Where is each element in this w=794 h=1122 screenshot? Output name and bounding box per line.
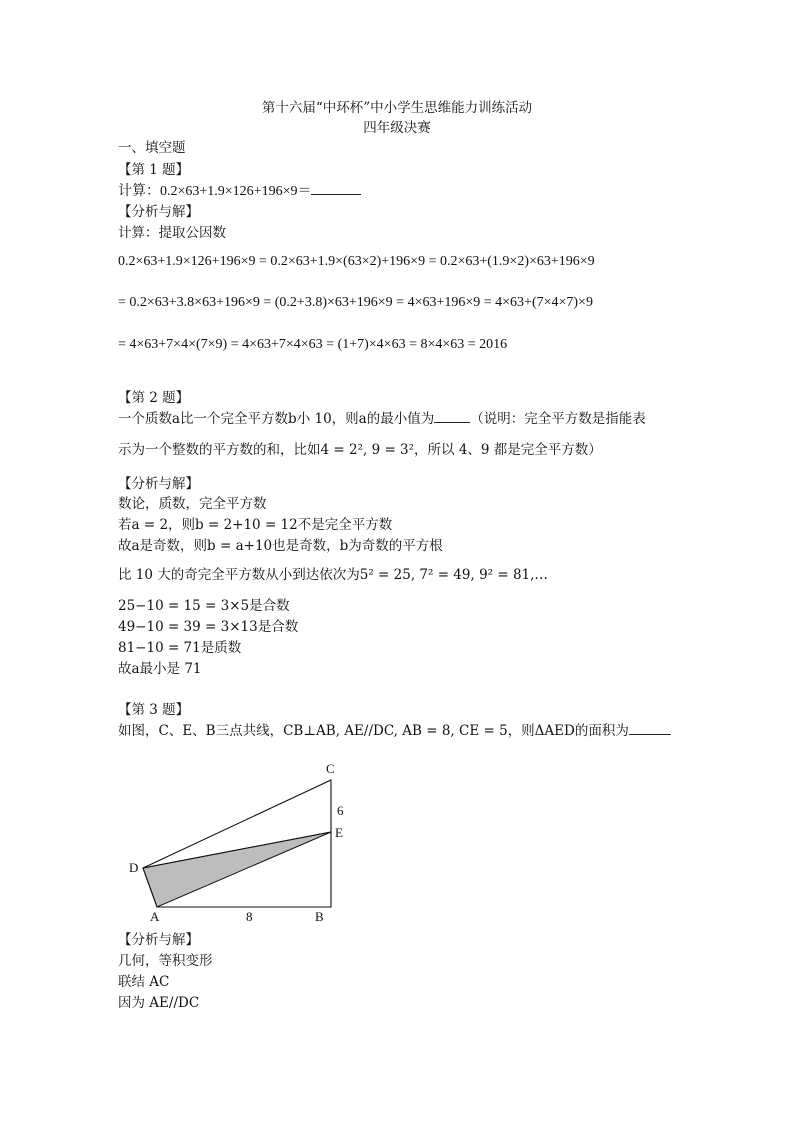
q1-question-text: 计算：0.2×63+1.9×126+196×9＝: [118, 184, 312, 199]
q1-step-2: = 0.2×63+3.8×63+196×9 = (0.2+3.8)×63+196×9 = 4×63+196×9 = 4×63+(7×4×7)×9: [118, 295, 593, 310]
q2-question-note: （说明：完全平方数是指能表: [470, 411, 646, 427]
q1-label: 【第 1 题】: [118, 162, 190, 178]
q2-label: 【第 2 题】: [118, 390, 190, 406]
q1-analysis-label: 【分析与解】: [118, 204, 199, 220]
q1-method: 计算：提取公因数: [118, 225, 226, 241]
label-b: B: [315, 909, 324, 924]
label-d: D: [129, 860, 139, 875]
label-a: A: [150, 909, 160, 924]
q2-line: 故a最小是 71: [118, 661, 202, 677]
q3-line: 联结 AC: [118, 974, 170, 990]
q2-line: 25−10 = 15 = 3×5是合数: [118, 598, 290, 614]
q2-line: 49−10 = 39 = 3×13是合数: [118, 619, 299, 635]
shaded-triangle-aed: [143, 832, 331, 907]
q3-analysis-label: 【分析与解】: [118, 932, 199, 948]
q2-question-text: 一个质数a比一个完全平方数b小 10，则a的最小值为: [118, 411, 435, 427]
label-e: E: [335, 825, 343, 840]
section-heading: 一、填空题: [118, 140, 186, 156]
label-ce-length: 6: [337, 803, 344, 818]
q2-line: 故a是奇数，则b = a+10也是奇数，b为奇数的平方根: [118, 538, 443, 554]
page-subtitle: 四年级决赛: [363, 120, 431, 136]
q3-label: 【第 3 题】: [118, 702, 190, 718]
q2-analysis-label: 【分析与解】: [118, 476, 199, 492]
q2-line: 81−10 = 71是质数: [118, 640, 242, 656]
q3-line: 因为 AE//DC: [118, 995, 200, 1011]
q1-step-1: 0.2×63+1.9×126+196×9 = 0.2×63+1.9×(63×2)+196×9 = 0.2×63+(1.9×2)×63+196×9: [118, 254, 595, 269]
q2-line: 数论，质数，完全平方数: [118, 496, 267, 512]
q3-line: 几何，等积变形: [118, 953, 213, 969]
page-title: 第十六届“中环杯”中小学生思维能力训练活动: [261, 100, 533, 116]
q2-line: 若a = 2，则b = 2+10 = 12不是完全平方数: [118, 517, 393, 533]
q2-question-line2: 示为一个整数的平方数的和，比如4 = 2², 9 = 3²，所以 4、9 都是完全平方数）: [118, 442, 602, 458]
q3-question-text: 如图，C、E、B三点共线，CB⊥AB, AE//DC, AB = 8, CE = 5，则ΔAED的面积为: [118, 723, 629, 739]
q2-line: 比 10 大的奇完全平方数从小到达依次为5² = 25, 7² = 49, 9² = 81,…: [118, 567, 548, 583]
label-ab-length: 8: [246, 909, 253, 924]
label-c: C: [326, 761, 335, 776]
q1-step-3: = 4×63+7×4×(7×9) = 4×63+7×4×63 = (1+7)×4×63 = 8×4×63 = 2016: [118, 337, 508, 352]
